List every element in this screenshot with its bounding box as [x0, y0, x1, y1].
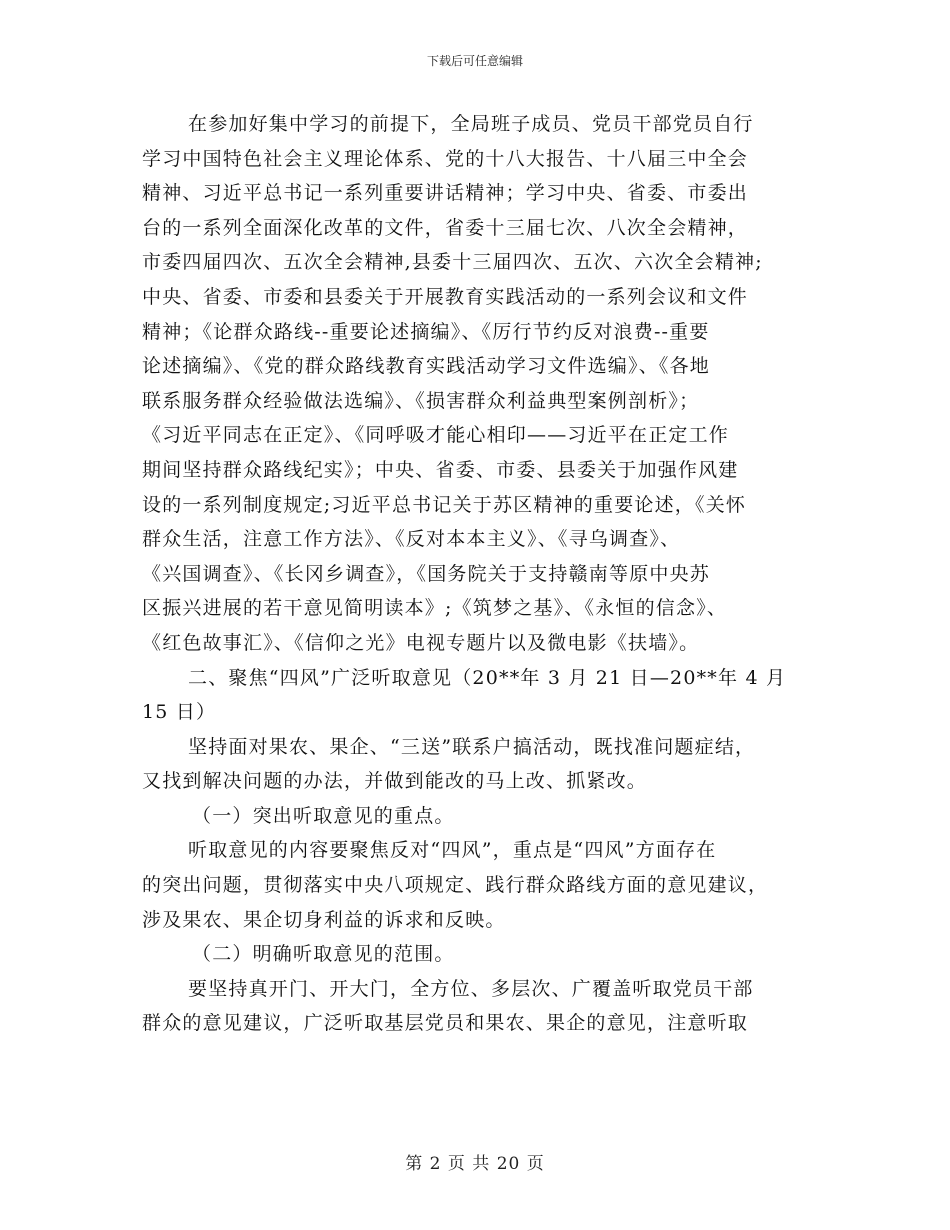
- document-body: [142, 107, 812, 1041]
- text-line: 涉及果农、果企切身利益的诉求和反映。: [142, 908, 506, 931]
- text-line: 市委四届四次、五次全会精神,县委十三届四次、五次、六次全会精神;: [142, 251, 763, 274]
- text-line: 中央、省委、市委和县委关于开展教育实践活动的一系列会议和文件: [142, 285, 749, 308]
- text-line: 《红色故事汇》、《信仰之光》电视专题片以及微电影《扶墙》。: [142, 631, 700, 654]
- text-line: 联系服务群众经验做法选编》、《损害群众利益典型案例剖析》；: [142, 389, 700, 412]
- text-line: 群众生活，注意工作方法》、《反对本本主义》、《寻乌调查》、: [142, 528, 681, 551]
- subsection-heading: （二）明确听取意见的范围。: [192, 943, 455, 966]
- section-heading-continued: 15 日）: [142, 701, 217, 724]
- text-line: 《习近平同志在正定》、《同呼吸才能心相印——习近平在正定工作: [142, 424, 730, 447]
- text-line: 精神、习近平总书记一系列重要讲话精神；学习中央、省委、市委出: [142, 182, 749, 205]
- text-line: 区振兴进展的若干意见简明读本》;《筑梦之基》、《永恒的信念》、: [142, 597, 728, 620]
- text-line: 台的一系列全面深化改革的文件，省委十三届七次、八次全会精神，: [142, 216, 749, 239]
- text-line: 论述摘编》、《党的群众路线教育实践活动学习文件选编》、《各地: [142, 355, 711, 378]
- text-line: 《兴国调查》、《长冈乡调查》，《国务院关于支持赣南等原中央苏: [142, 562, 711, 585]
- text-line: 的突出问题，贯彻落实中央八项规定、践行群众路线方面的意见建议，: [142, 874, 769, 897]
- text-line: 听取意见的内容要聚焦反对“四风”，重点是“四风”方面存在: [188, 839, 717, 862]
- page-header-note: 下载后可任意编辑: [426, 54, 523, 68]
- text-line: 群众的意见建议，广泛听取基层党员和果农、果企的意见，注意听取: [142, 1012, 749, 1035]
- text-line: 要坚持真开门、开大门，全方位、多层次、广覆盖听取党员干部: [188, 977, 754, 1000]
- page-number-footer: 第 2 页 共 20 页: [405, 1154, 545, 1174]
- text-line: 设的一系列制度规定;习近平总书记关于苏区精神的重要论述，《关怀: [142, 493, 747, 516]
- text-line: 坚持面对果农、果企、“三送”联系户搞活动，既找准问题症结，: [188, 735, 756, 758]
- text-line: 又找到解决问题的办法，并做到能改的马上改、抓紧改。: [142, 770, 648, 793]
- text-line: 学习中国特色社会主义理论体系、党的十八大报告、十八届三中全会: [142, 147, 749, 170]
- text-line: 期间坚持群众路线纪实》；中央、省委、市委、县委关于加强作风建: [142, 458, 739, 481]
- section-heading: 二、聚焦“四风”广泛听取意见（20**年 3 月 21 日—20**年 4 月: [188, 666, 787, 689]
- text-line: 在参加好集中学习的前提下，全局班子成员、党员干部党员自行: [188, 113, 754, 135]
- text-line: 精神；《论群众路线--重要论述摘编》、《厉行节约反对浪费--重要: [142, 320, 710, 343]
- subsection-heading: （一）突出听取意见的重点。: [192, 804, 455, 827]
